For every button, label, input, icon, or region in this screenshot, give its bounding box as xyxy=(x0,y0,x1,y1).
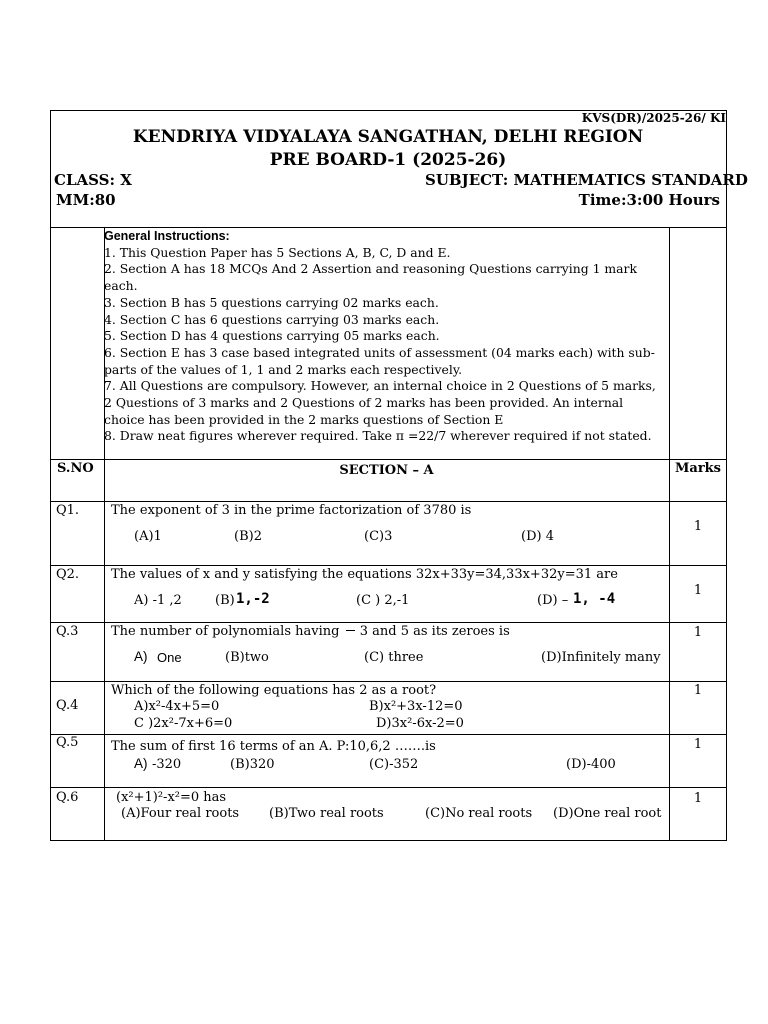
instruction-line: choice has been provided in the 2 marks questions of Section E xyxy=(104,411,504,427)
option-b: (B)2 xyxy=(234,529,262,544)
question-text xyxy=(111,624,510,640)
option-b-label: (B) xyxy=(215,593,235,608)
option-a: (A)1 xyxy=(134,529,162,544)
question-text-part: 3 and 5 as its zeroes is xyxy=(359,624,510,639)
exam-title: PRE BOARD-1 (2025-26) xyxy=(269,150,507,170)
instructions-heading: General Instructions: xyxy=(104,229,230,243)
sno-column-header: S.NO xyxy=(57,461,94,476)
instruction-line: 2 Questions of 3 marks and 2 Questions of 2 marks has been provided. An internal xyxy=(104,395,624,411)
instruction-line: parts of the values of 1, 1 and 2 marks each respectively. xyxy=(104,361,463,377)
row-divider xyxy=(50,622,727,623)
question-text-part: The number of polynomials having xyxy=(111,624,344,639)
instruction-line: each. xyxy=(104,278,138,294)
option-b-value: 1,-2 xyxy=(236,591,270,607)
border-bottom xyxy=(50,840,727,841)
question-number: Q1. xyxy=(56,503,80,518)
question-number: Q.3 xyxy=(56,624,79,639)
instruction-line: 2. Section A has 18 MCQs And 2 Assertion and reasoning Questions carrying 1 mark xyxy=(104,261,637,277)
option-c: C )2x²-7x+6=0 xyxy=(134,716,233,731)
question-marks: 1 xyxy=(693,625,703,640)
question-text: Which of the following equations has 2 as a root? xyxy=(111,683,437,698)
instruction-line: 4. Section C has 6 questions carrying 03 marks each. xyxy=(104,311,440,327)
option-a-value: -320 xyxy=(152,757,182,772)
instruction-line: 5. Section D has 4 questions carrying 05 marks each. xyxy=(104,328,440,344)
question-text: The sum of first 16 terms of an A. P:10,6,2 …….is xyxy=(111,739,436,754)
option-c: (C)No real roots xyxy=(425,806,533,821)
subject-label: SUBJECT: MATHEMATICS STANDARD xyxy=(425,171,748,189)
organization-title: KENDRIYA VIDYALAYA SANGATHAN, DELHI REGION xyxy=(132,127,644,147)
row-divider xyxy=(50,787,727,788)
instruction-line: 7. All Questions are compulsory. However, an internal choice in 2 Questions of 5 marks, xyxy=(104,378,656,394)
option-d: (D)Infinitely many xyxy=(541,650,661,665)
class-label: CLASS: X xyxy=(54,171,132,189)
general-instructions xyxy=(104,228,670,445)
max-marks-label: MM:80 xyxy=(56,191,116,209)
option-d: (D)-400 xyxy=(566,757,616,772)
option-d: (D) 4 xyxy=(521,529,554,544)
marks-column-header: Marks xyxy=(675,461,721,476)
border-left xyxy=(50,110,51,841)
option-d-value: 1, -4 xyxy=(573,591,616,607)
option-b: (B)320 xyxy=(230,757,275,772)
row-divider xyxy=(50,734,727,735)
option-a: A)x²-4x+5=0 xyxy=(134,699,220,714)
instruction-line: 6. Section E has 3 case based integrated units of assessment (04 marks each) with sub- xyxy=(104,344,655,360)
row-divider xyxy=(50,565,727,566)
question-marks: 1 xyxy=(693,791,703,806)
option-c: (C) three xyxy=(364,650,424,665)
question-marks: 1 xyxy=(693,519,703,534)
instruction-line: 3. Section B has 5 questions carrying 02 marks each. xyxy=(104,294,439,310)
option-c: (C)-352 xyxy=(369,757,419,772)
option-d: D)3x²-6x-2=0 xyxy=(376,716,464,731)
question-marks: 1 xyxy=(693,683,703,698)
question-marks: 1 xyxy=(693,737,703,752)
option-a: A) -1 ,2 xyxy=(134,593,182,608)
option-d-label: (D) – xyxy=(537,593,569,608)
time-label: Time:3:00 Hours xyxy=(578,191,720,209)
row-divider xyxy=(50,501,727,502)
section-a-heading: SECTION – A xyxy=(339,463,434,478)
question-text: The values of x and y satisfying the equations 32x+33y=34,33x+32y=31 are xyxy=(111,567,618,582)
row-divider xyxy=(50,459,727,460)
option-b: (B)two xyxy=(225,650,269,665)
option-d: (D)One real root xyxy=(553,806,662,821)
question-number: Q.5 xyxy=(56,735,79,750)
instruction-line: 1. This Question Paper has 5 Sections A, B, C, D and E. xyxy=(104,244,451,260)
question-number: Q.6 xyxy=(56,790,79,805)
question-number: Q.4 xyxy=(56,698,79,713)
question-number: Q2. xyxy=(56,567,80,582)
question-text: The exponent of 3 in the prime factorization of 3780 is xyxy=(111,503,472,518)
option-a-label: A) xyxy=(134,756,148,771)
option-c: (C)3 xyxy=(364,529,393,544)
row-divider xyxy=(50,681,727,682)
option-c: (C ) 2,-1 xyxy=(356,593,410,608)
border-right xyxy=(726,110,727,841)
option-a-label: A) xyxy=(134,649,148,664)
question-text: (x²+1)²-x²=0 has xyxy=(116,790,227,805)
question-marks: 1 xyxy=(693,583,703,598)
option-b: B)x²+3x-12=0 xyxy=(369,699,463,714)
option-b: (B)Two real roots xyxy=(269,806,384,821)
minus-symbol xyxy=(344,625,356,635)
option-a-value: One xyxy=(157,650,182,665)
option-a: (A)Four real roots xyxy=(121,806,240,821)
instruction-line: 8. Draw neat figures wherever required. Take π =22/7 wherever required if not stated. xyxy=(104,428,652,444)
paper-code: KVS(DR)/2025-26/ KI xyxy=(581,111,726,125)
